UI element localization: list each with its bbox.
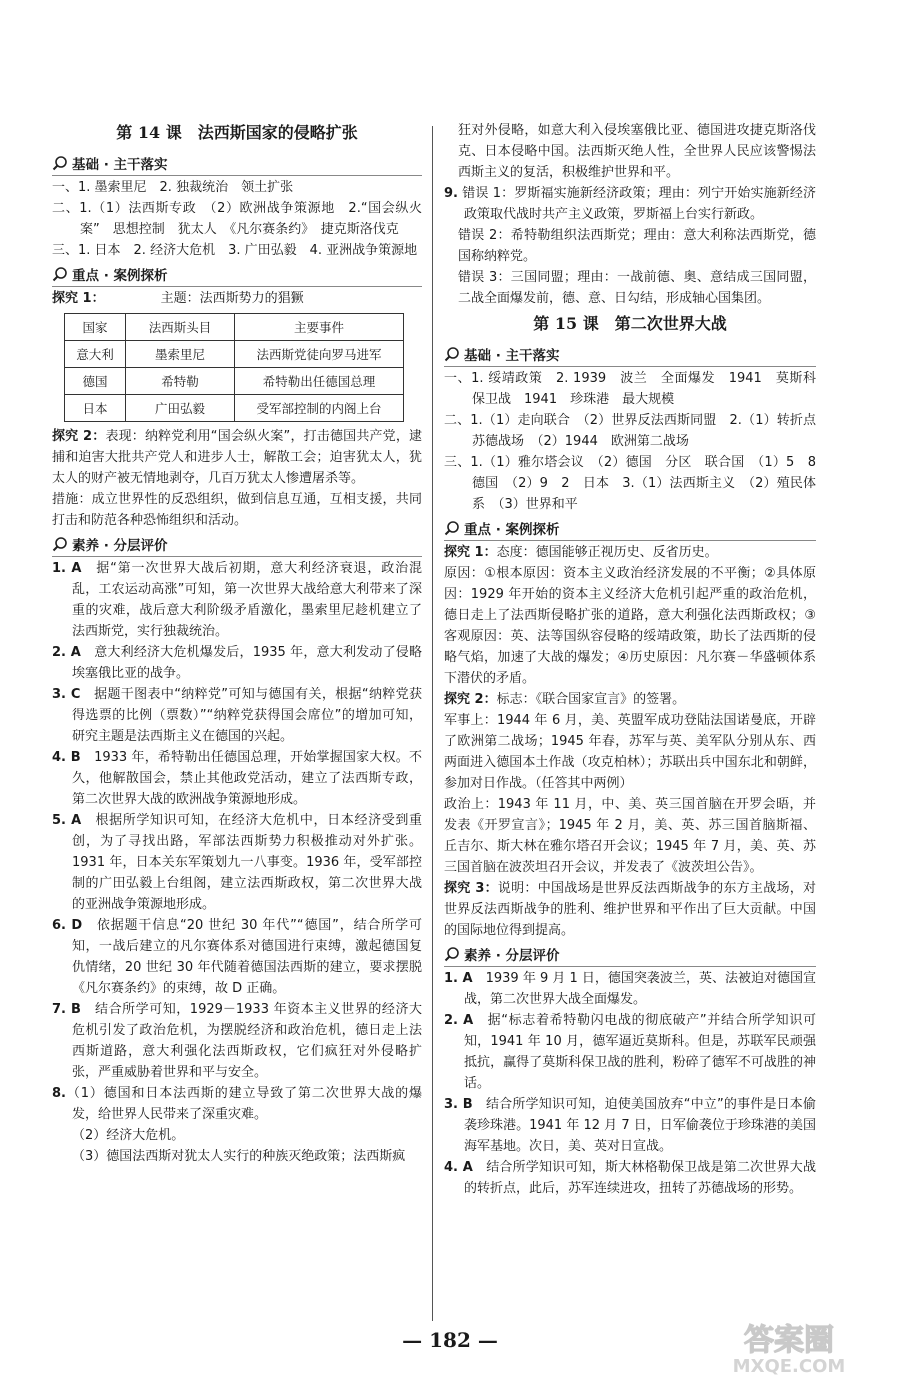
answer-14-1: 1. A 据“第一次世界大战后初期，意大利经济衰退，政治混乱，工农运动高涨”可知，第一次世界大战给意大利带来了深重的灾难，战后意大利阶级矛盾激化，墨索里尼趁机建立了法西斯党，实行独裁统治。 — [52, 561, 422, 639]
magnifier-icon — [444, 520, 460, 536]
explore-2-14-measure: 措施：成立世界性的反恐组织，做到信息互通，互相支援，共同打击和防范各种恐怖组织和活动。 — [52, 492, 422, 528]
answer-15-4: 4. A 结合所学知识可知，斯大林格勒保卫战是第二次世界大战的转折点，此后，苏军连续进攻，扭转了苏德战场的形势。 — [444, 1160, 816, 1196]
basic-14-item-2: 二、1.（1）法西斯专政 （2）欧洲战争策源地 2.“国会纵火案” 思想控制 犹太人 《凡尔赛条约》 捷克斯洛伐克 — [52, 201, 422, 237]
magnifier-icon — [444, 346, 460, 362]
left-column — [52, 118, 422, 1167]
section-eval-14 — [52, 533, 422, 555]
answer-14-9-2: 错误 2：希特勒组织法西斯党；理由：意大利称法西斯党，德国称纳粹党。 — [458, 228, 816, 264]
basic-15-item-1: 一、1. 绥靖政策 2. 1939 波兰 全面爆发 1941 莫斯科保卫战 1941 珍珠港 最大规模 — [444, 371, 816, 407]
answer-14-5: 5. A 根据所学知识可知，在经济大危机中，日本经济受到重创，为了寻找出路，军部法西斯势力积极推动对外扩张。1931 年，日本关东军策划九一八事变。1936 年，受军部控制的广田弘毅上台组阁，建立法西斯政权，第二次世界大战的亚洲战争策源地形成。 — [52, 813, 422, 912]
magnifier-icon — [52, 266, 68, 282]
table-cell: 广田弘毅 — [126, 395, 235, 422]
answer-15-2: 2. A 据“标志着希特勒闪电战的彻底破产”并结合所学知识可知，1941 年 10 月，德军逼近莫斯科。但是，苏联军民顽强抵抗，赢得了莫斯科保卫战的胜利，粉碎了德军不可战胜的神话。 — [444, 1013, 816, 1091]
section-key-14 — [52, 263, 422, 285]
page-number: — 182 — — [402, 1328, 498, 1352]
answer-14-8-cont: 狂对外侵略，如意大利入侵埃塞俄比亚、德国进攻捷克斯洛伐克、日本侵略中国。法西斯灭绝人性，全世界人民应该警惕法西斯主义的复活，积极维护世界和平。 — [458, 123, 816, 180]
basic-14-item-3: 三、1. 日本 2. 经济大危机 3. 广田弘毅 4. 亚洲战争策源地 — [52, 243, 418, 258]
section-key-14-label: 重点 · 案例探析 — [72, 268, 168, 284]
table-row — [65, 368, 404, 395]
answer-14-8-3: （3）德国法西斯对犹太人实行的种族灭绝政策；法西斯疯 — [72, 1149, 406, 1164]
answer-14-2: 2. A 意大利经济大危机爆发后，1935 年，意大利发动了侵略埃塞俄比亚的战争。 — [52, 645, 422, 681]
answer-14-3: 3. C 据题干图表中“纳粹党”可知与德国有关，根据“纳粹党获得选票的比例（票数）”“纳粹党获得国会席位”的增加可知，研究主题是法西斯主义在德国的兴起。 — [52, 687, 422, 744]
explore-2-14: 探究 2：表现：纳粹党利用“国会纵火案”，打击德国共产党，逮捕和迫害大批共产党人和进步人士，解散工会；迫害犹太人，犹太人的财产被无情地剥夺，几百万犹太人惨遭屠杀等。 — [52, 429, 422, 486]
magnifier-icon — [444, 946, 460, 962]
table-row — [65, 395, 404, 422]
section-basic-15-label: 基础 · 主干落实 — [464, 348, 560, 364]
magnifier-icon — [52, 536, 68, 552]
explore-3-15: 探究 3：说明：中国战场是世界反法西斯战争的东方主战场，对世界反法西斯战争的胜利、维护世界和平作出了巨大贡献。中国的国际地位得到提高。 — [444, 881, 816, 938]
magnifier-icon — [52, 155, 68, 171]
section-basic-14 — [52, 152, 422, 174]
table-cell: 希特勒出任德国总理 — [235, 368, 404, 395]
table-cell: 日本 — [65, 395, 126, 422]
table-cell: 希特勒 — [126, 368, 235, 395]
section-eval-15-label: 素养 · 分层评价 — [464, 948, 560, 964]
table-cell: 法西斯党徒向罗马进军 — [235, 341, 404, 368]
answer-14-7: 7. B 结合所学可知，1929－1933 年资本主义世界的经济大危机引发了政治危机，为摆脱经济和政治危机，德日走上法西斯道路，意大利强化法西斯政权，它们疯狂对外侵略扩张，严重威胁着世界和平与安全。 — [52, 1002, 422, 1080]
watermark-logo — [714, 1316, 864, 1376]
table-cell: 墨索里尼 — [126, 341, 235, 368]
watermark-line2: MXQE.COM — [732, 1356, 846, 1376]
explore-2-15: 探究 2：标志：《联合国家宣言》的签署。 — [444, 692, 686, 707]
section-key-15-label: 重点 · 案例探析 — [464, 522, 560, 538]
right-column — [444, 120, 830, 1199]
basic-15-item-3: 三、1.（1）雅尔塔会议 （2）德国 分区 联合国 （1）5 8 德国 （2）9 2 日本 3.（1）法西斯主义 （2）殖民体系 （3）世界和平 — [444, 455, 830, 512]
explore-2-15-military: 军事上：1944 年 6 月，美、英盟军成功登陆法国诺曼底，开辟了欧洲第二战场；1945 年春，苏军与英、美军队分别从东、西两面进入德国本土作战（攻克柏林）；苏联出兵中国东北和朝鲜，参加对日作战。（任答其中两例） — [444, 713, 816, 791]
column-divider — [432, 126, 433, 1321]
answer-14-9-3: 错误 3：三国同盟；理由：一战前德、奥、意结成三国同盟，二战全面爆发前，德、意、日勾结，形成轴心国集团。 — [458, 270, 816, 306]
table-row — [65, 341, 404, 368]
basic-14-item-1: 一、1. 墨索里尼 2. 独裁统治 领土扩张 — [52, 180, 294, 195]
answer-15-1: 1. A 1939 年 9 月 1 日，德国突袭波兰，英、法被迫对德国宣战，第二次世界大战全面爆发。 — [444, 971, 816, 1007]
answer-15-3: 3. B 结合所学知识可知，迫使美国放弃“中立”的事件是日本偷袭珍珠港。1941 年 12 月 7 日，日军偷袭位于珍珠港的美国海军基地。次日，美、英对日宣战。 — [444, 1097, 816, 1154]
section-basic-15 — [444, 343, 816, 365]
section-eval-15 — [444, 943, 816, 965]
answer-14-9: 9. 错误 1：罗斯福实施新经济政策；理由：列宁开始实施新经济政策取代战时共产主义政策，罗斯福上台实行新政。 — [444, 186, 816, 222]
table-header: 主要事件 — [235, 314, 404, 341]
explore-1-15: 探究 1：态度：德国能够正视历史、反省历史。 — [444, 545, 718, 560]
table-header: 国家 — [65, 314, 126, 341]
lesson-15-title: 第 15 课 第二次世界大战 — [533, 314, 727, 333]
section-key-15 — [444, 517, 816, 539]
explore-1-15-reason: 原因：①根本原因：资本主义政治经济发展的不平衡；②具体原因：1929 年开始的资本主义经济大危机引起严重的政治危机，德日走上了法西斯侵略扩张的道路，意大利强化法西斯政权；③客观原因：英、法等国纵容侵略的绥靖政策，助长了法西斯的侵略气焰，加速了大战的爆发；④历史原因：凡尔赛－华盛顿体系下潜伏的矛盾。 — [444, 566, 816, 686]
table-cell: 意大利 — [65, 341, 126, 368]
answer-14-8: 8.（1）德国和日本法西斯的建立导致了第二次世界大战的爆发，给世界人民带来了深重灾难。 — [52, 1086, 422, 1122]
lesson-14-title: 第 14 课 法西斯国家的侵略扩张 — [116, 123, 358, 142]
table-header: 法西斯头目 — [126, 314, 235, 341]
section-basic-14-label: 基础 · 主干落实 — [72, 157, 168, 173]
table-header-row — [65, 314, 404, 341]
answer-14-4: 4. B 1933 年，希特勒出任德国总理，开始掌握国家大权。不久，他解散国会，禁止其他政党活动，建立了法西斯专政，第二次世界大战的欧洲战争策源地形成。 — [52, 750, 422, 807]
table-cell: 德国 — [65, 368, 126, 395]
answer-14-6: 6. D 依据题干信息“20 世纪 30 年代”“德国”，结合所学可知，一战后建立的凡尔赛体系对德国进行束缚，激起德国复仇情绪，20 世纪 30 年代随着德国法西斯的建立，要求摆脱《凡尔赛条约》的束缚，故 D 正确。 — [52, 918, 422, 996]
table-cell: 受军部控制的内阁上台 — [235, 395, 404, 422]
basic-15-item-2: 二、1.（1）走向联合 （2）世界反法西斯同盟 2.（1）转折点 苏德战场 （2）1944 欧洲第二战场 — [444, 413, 830, 449]
answer-14-8-2: （2）经济大危机。 — [72, 1128, 185, 1143]
explore-1-14: 探究 1： 主题：法西斯势力的猖獗 — [52, 291, 304, 306]
watermark-line1: 答案圈 — [744, 1323, 834, 1358]
section-eval-14-label: 素养 · 分层评价 — [72, 538, 168, 554]
explore-2-15-political: 政治上：1943 年 11 月，中、美、英三国首脑在开罗会晤，并发表《开罗宣言》；1945 年 2 月，美、英、苏三国首脑斯福、丘吉尔、斯大林在雅尔塔召开会议；1945 年 7 月，美、英、苏三国首脑在波茨坦召开会议，并发表了《波茨坦公告》。 — [444, 797, 816, 875]
fascism-table — [64, 313, 404, 422]
